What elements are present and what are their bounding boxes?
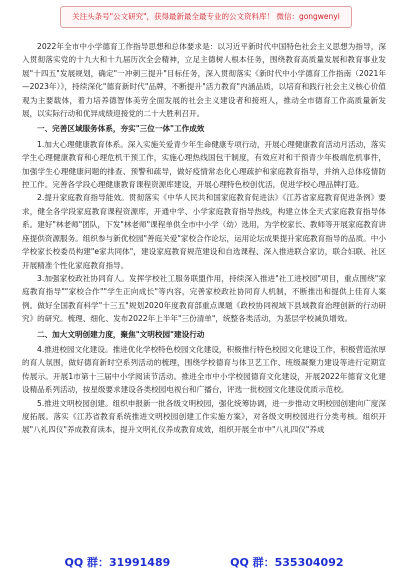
promo-banner: 关注头条号"公文研究"，获得最新最全最专业的公文资料库！ 微信：gongwenyi [60, 6, 352, 28]
footer-qq [0, 554, 408, 570]
paragraph-3: 3.加强家校政社协同育人。发挥学校社工服务联盟作用，持续深入推进"社工进校园"项目，重点围绕"家庭教育指导""家校合作""学生正向成长"等内容，完善家校政社协同育人机制，不断推出和提供上佳育人案例。做好全国教育科学"十三五"规划2020年度教育部重点课题《政校协同视域下县域教育治理创新的行动研究》的研究。梳理、细化、发布2022年上半年"三份清单"，统整各类活动，为基层学校减负增效。 [22, 273, 386, 324]
qq-group-2: QQ 群：535304092 [230, 556, 344, 569]
intro-paragraph: 2022年全市中小学德育工作指导思想和总体要求是：以习近平新时代中国特色社会主义思想为指导，深入贯彻落实党的十九大和十九届历次全会精神，立足主德树人根本任务，围绕教育高质量发展和教育事业发展"十四五"发展规划，确定"一冲刺三提升"目标任务，深入贯彻落实《新时代中小学德育工作指南（2021年—2023年）》，持续深化"德育新时代"品牌，不断提升"活力教育"内涵品质，以培育和践行社会主义核心价值观为主要载体，着力培养德智体美劳全面发展的社会主义建设者和接班人，推动全市德育工作高质量新发展，以实际行动和优异成绩迎接党的二十大胜利召开。 [22, 42, 386, 119]
section-heading-1: 一、完善区域服务体系，夯实"三位一体"工作成效 [37, 124, 205, 134]
paragraph-2: 2.提升家庭教育指导能效。贯彻落实《中华人民共和国家庭教育促进法》《江苏省家庭教育促进条例》要求，健全各学段家庭教育课程资源库，开通中学、小学家庭教育指导热线，构建立体全天式家庭教育指导体系。建好"林老师"团队，下发"林老师"课程单供全市中小学（幼）选用，为学校家长、教师等开展家庭教育讲座提供资源服务。组织参与新优校园"善庭关爱"家校合作论坛，运用论坛成果提升家庭教育指导的品质。中小学校家长校委员构建"e家共同体"，建设家庭教育规范建设和自选课程、深入推进联合家访，联合妇联、社区开展精准个性化家庭教育指导。 [22, 193, 386, 270]
paragraph-1: 1.加大心理健康教育体系。深入实施关爱青少年生命健康专项行动，开展心理健康教育活动月活动，落实学生心理健康教育和心理危机干预工作，实施心理热线国包干制度，有效应对和干预青少年极端危机事件，加强学生心理健康问题的排查、预警和疏导，做好疫情常态化心理疏护和家庭教育指导，并纳入总体疫情防控工作。完善各学段心理健康教育课程资源库建设，开展心理特色校创优活，促进学校心理品牌打造。 [22, 139, 386, 190]
section-heading-2: 二、加大文明创建力度，聚焦"文明校园"建设行动 [37, 329, 205, 339]
paragraph-5: 5.推进文明校园创建。组织申报新一批各级文明校园，强化统筹协调，进一步推动文明校园创建向广度深度拓展。落实《江苏省教育系统推进文明校园创建工作实施方案》，对各级文明校园进行分类考核。组织开展"八礼四仪"养成教育读本，提升文明礼仪养成教育成效，组织开展全市中"八礼四仪"养成 [22, 398, 386, 435]
document-body [22, 40, 386, 437]
qq-group-1: QQ 群：31991489 [64, 556, 171, 569]
paragraph-4: 4.推进校园文化建设。推进优化学校特色校园文化建设，积极推行特色校园文化建设工作，积极营造浓厚的育人氛围，做好德育新时空系列活动的梳理，围绕学校德育与体卫艺工作、班级凝聚力建设等进行定期宣传展示。开展1市第十三届中小学阅读节活动。推进全市中小学校园德育文化建设，开展2022年德育文化建设精品系列活动，按星级要求建设各类校园电视台和广播台，评选一批校园文化建设优质示范校。 [22, 344, 386, 395]
